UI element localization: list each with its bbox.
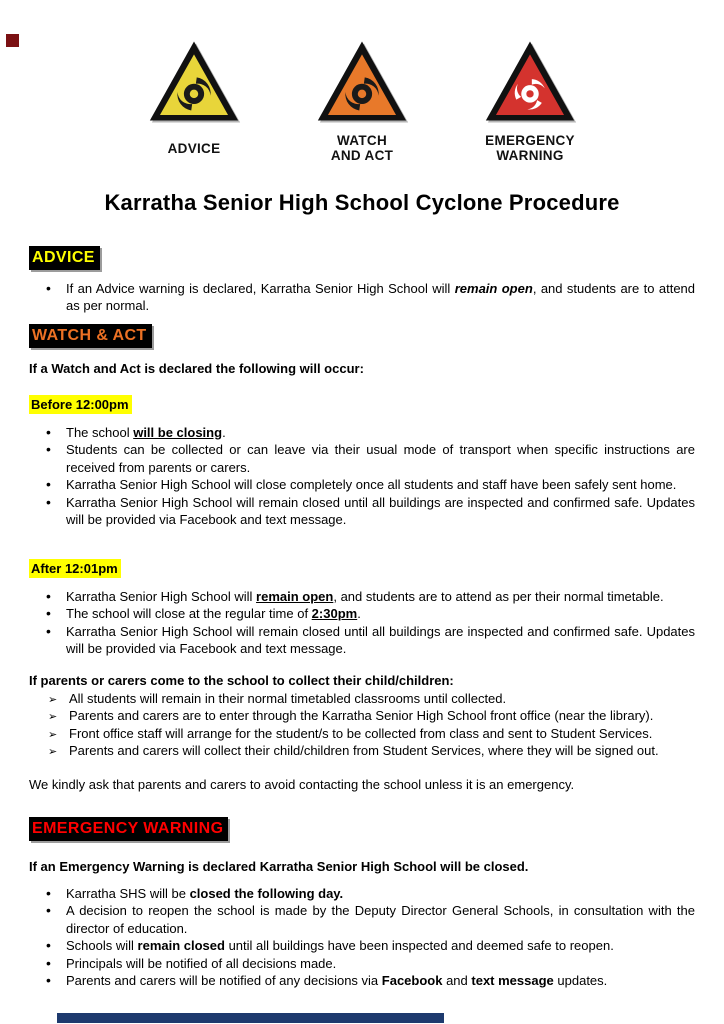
list-item xyxy=(29,690,695,708)
list-item xyxy=(29,605,695,623)
list-item xyxy=(29,972,695,990)
advice-cyclone-icon xyxy=(148,38,240,124)
contact-note xyxy=(29,776,695,793)
text-segment: Parents and carers will collect their child/children from Student Services, where they will be signed out. xyxy=(69,743,659,759)
warning-icons-banner xyxy=(0,0,724,163)
list-item xyxy=(29,742,695,760)
text-segment: remain closed xyxy=(137,938,225,954)
list-item xyxy=(29,441,695,476)
text-segment: A decision to reopen the school is made by the Deputy Director General Schools, in consultation with the director of education. xyxy=(66,903,695,936)
list-item xyxy=(29,707,695,725)
text-segment: Facebook xyxy=(381,973,443,989)
text-segment: 2:30pm xyxy=(311,606,358,622)
text-segment: If parents or carers come to the school to collect their child/children: xyxy=(29,672,454,688)
advice-icon-label xyxy=(168,133,221,163)
text-segment: , and students are to attend as per their normal timetable. xyxy=(333,588,664,604)
parents-steps xyxy=(29,690,695,760)
list-item xyxy=(29,902,695,937)
after-noon-bullets xyxy=(29,588,695,658)
text-segment: Karratha Senior High School will xyxy=(66,588,257,604)
text-segment: text message xyxy=(471,973,554,989)
advice-icon-block xyxy=(135,38,253,163)
watch-act-icon-block xyxy=(303,38,421,163)
text-segment: will be closing xyxy=(133,424,223,440)
icon-label-line: AND ACT xyxy=(330,148,394,163)
list-item xyxy=(29,955,695,973)
emergency-cyclone-icon xyxy=(484,38,576,124)
text-segment: Principals will be notified of all decisions made. xyxy=(66,955,337,971)
list-item xyxy=(29,476,695,494)
icon-label-line: EMERGENCY xyxy=(485,133,575,148)
text-segment: updates. xyxy=(553,973,608,989)
emergency-icon-label xyxy=(485,133,575,163)
text-segment: until all buildings have been inspected and deemed safe to reopen. xyxy=(224,938,614,954)
before-noon-label xyxy=(29,386,695,414)
watch-act-cyclone-icon xyxy=(316,38,408,124)
text-segment: . xyxy=(222,424,226,440)
after-noon-label xyxy=(29,550,695,578)
advice-section-header: ADVICE xyxy=(29,246,100,270)
text-segment: The school xyxy=(66,424,134,440)
emergency-intro xyxy=(29,858,695,875)
emergency-icon-block xyxy=(471,38,589,163)
text-segment: If an Emergency Warning is declared Karratha Senior High School will be closed. xyxy=(29,858,529,874)
text-segment: Front office staff will arrange for the student/s to be collected from class and sent to Student Services. xyxy=(69,725,653,741)
text-segment: We kindly ask that parents and carers to avoid contacting the school unless it is an emergency. xyxy=(29,776,575,792)
text-segment: and xyxy=(442,973,472,989)
icon-label-line: WATCH xyxy=(337,133,387,148)
bottom-blue-bar xyxy=(57,1013,444,1023)
text-segment: remain open xyxy=(454,280,533,296)
text-segment: Students can be collected or can leave via their usual mode of transport when specific instructions are received from parents or carers. xyxy=(66,442,695,475)
list-item xyxy=(29,623,695,658)
advice-bullets xyxy=(29,280,695,315)
text-segment: remain open xyxy=(256,588,334,604)
icon-label-line: WARNING xyxy=(496,148,564,163)
watch-act-intro xyxy=(29,360,695,377)
text-segment: closed the following day. xyxy=(189,885,344,901)
text-segment: Parents and carers are to enter through the Karratha Senior High School front office (near the library). xyxy=(69,708,654,724)
watch-act-icon-label xyxy=(331,133,393,163)
before-noon-bullets xyxy=(29,424,695,529)
emergency-section-header: EMERGENCY WARNING xyxy=(29,817,228,841)
icon-label-line: ADVICE xyxy=(167,140,221,156)
watch-act-section-header: WATCH & ACT xyxy=(29,324,152,348)
text-segment: Karratha SHS will be xyxy=(66,885,190,901)
list-item xyxy=(29,725,695,743)
text-segment: All students will remain in their normal timetabled classrooms until collected. xyxy=(69,690,507,706)
text-segment: Parents and carers will be notified of any decisions via xyxy=(66,973,382,989)
list-item xyxy=(29,280,695,315)
list-item xyxy=(29,937,695,955)
before-noon-label: Before 12:00pm xyxy=(29,395,132,414)
list-item xyxy=(29,588,695,606)
page-title: Karratha Senior High School Cyclone Procedure xyxy=(104,190,620,215)
list-item xyxy=(29,424,695,442)
text-segment: Karratha Senior High School will close completely once all students and staff have been safely sent home. xyxy=(66,477,677,493)
text-segment: If an Advice warning is declared, Karratha Senior High School will xyxy=(66,280,455,296)
list-item xyxy=(29,494,695,529)
parents-heading xyxy=(29,672,695,689)
emergency-bullets xyxy=(29,885,695,990)
list-item xyxy=(29,885,695,903)
text-segment: If a Watch and Act is declared the following will occur: xyxy=(29,360,364,376)
text-segment: Schools will xyxy=(66,938,138,954)
text-segment: , and students are to attend as per normal. xyxy=(66,280,696,314)
text-segment: The school will close at the regular time of xyxy=(66,606,312,622)
text-segment: . xyxy=(357,606,361,622)
after-noon-label: After 12:01pm xyxy=(29,559,121,578)
text-segment: Karratha Senior High School will remain closed until all buildings are inspected and confirmed safe. Updates will be provided via Facebook and text message. xyxy=(66,623,695,657)
text-segment: Karratha Senior High School will remain closed until all buildings are inspected and confirmed safe. Updates will be provided via Facebook and text message. xyxy=(66,494,695,528)
red-corner-mark xyxy=(6,34,19,47)
document-body xyxy=(0,231,724,990)
